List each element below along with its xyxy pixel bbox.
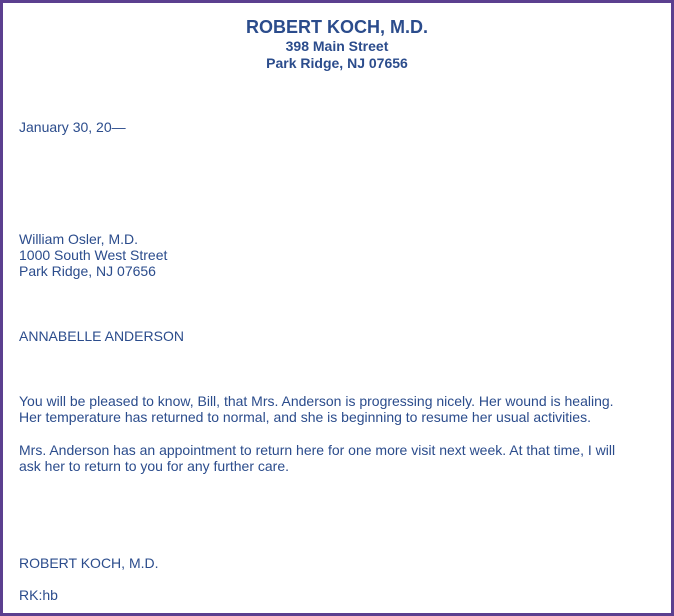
letterhead-street: 398 Main Street (285, 38, 389, 54)
paragraph-2-line-1: Mrs. Anderson has an appointment to return here for one more visit next week. At that time, I will (19, 442, 616, 458)
reference-initials: RK:hb (19, 587, 58, 603)
recipient-name: William Osler, M.D. (19, 231, 138, 247)
paragraph-1-line-2: Her temperature has returned to normal, and she is beginning to resume her usual activities. (19, 409, 591, 425)
recipient-address (19, 231, 647, 279)
letterhead (3, 16, 671, 72)
letter-date: January 30, 20— (19, 119, 126, 135)
subject-line: ANNABELLE ANDERSON (19, 328, 184, 344)
body-paragraph-1 (19, 393, 647, 425)
letterhead-name: ROBERT KOCH, M.D. (246, 17, 428, 37)
signature-name: ROBERT KOCH, M.D. (19, 555, 159, 571)
paragraph-1-line-1: You will be pleased to know, Bill, that Mrs. Anderson is progressing nicely. Her wound is healing. (19, 393, 614, 409)
paragraph-2-line-2: ask her to return to you for any further care. (19, 458, 290, 474)
recipient-city: Park Ridge, NJ 07656 (19, 263, 156, 279)
recipient-street: 1000 South West Street (19, 247, 168, 263)
letterhead-city: Park Ridge, NJ 07656 (266, 55, 408, 71)
body-paragraph-2 (19, 442, 647, 474)
